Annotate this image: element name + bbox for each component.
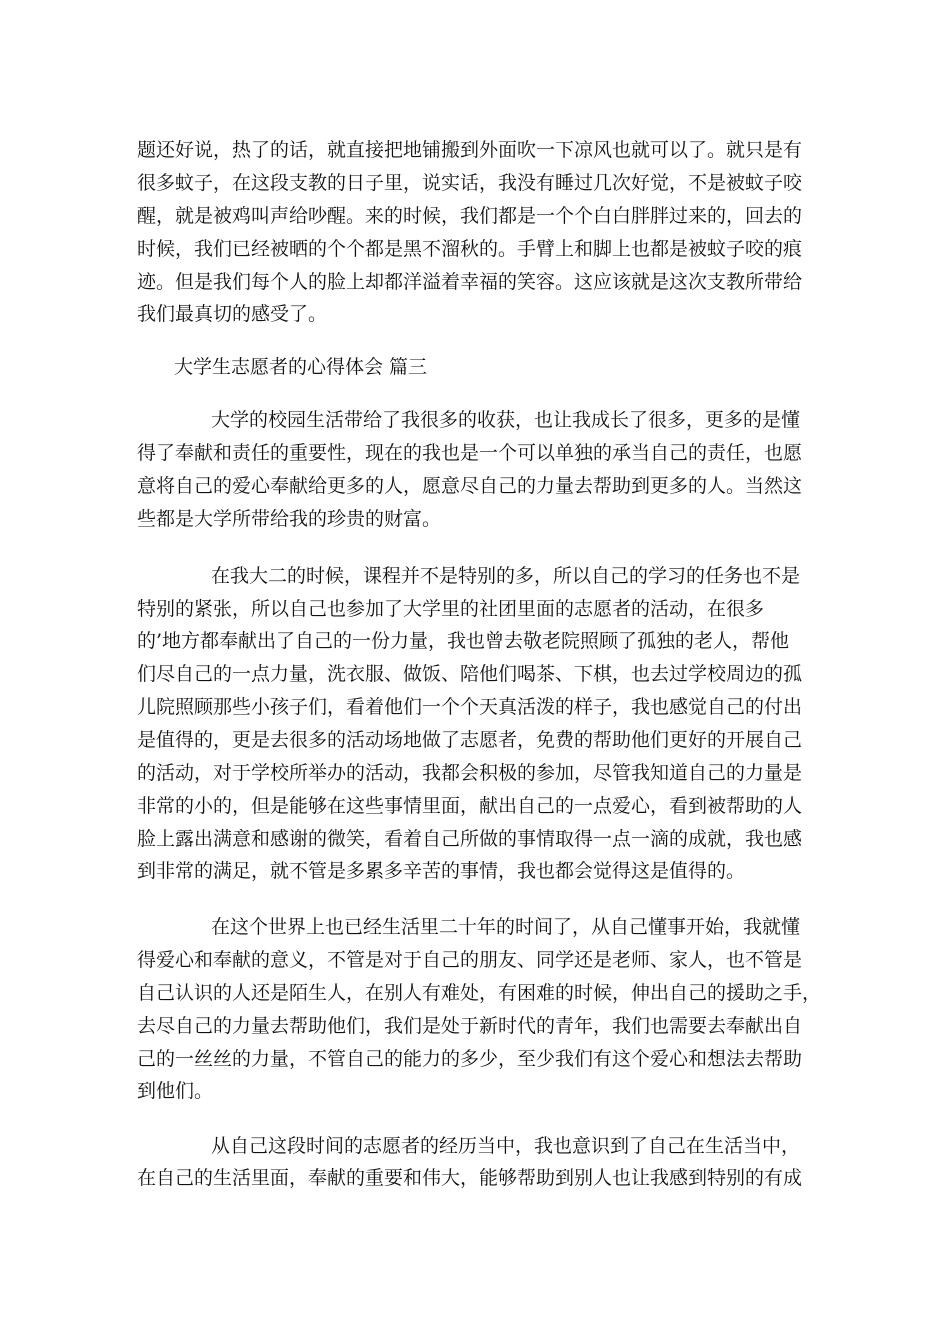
text-line: 是值得的，更是去很多的活动场地做了志愿者，免费的帮助他们更好的开展自己 (137, 729, 803, 751)
text-line: 到他们。 (137, 1080, 214, 1102)
text-line: 脸上露出满意和感谢的微笑，看着自己所做的事情取得一点一滴的成就，我也感 (137, 828, 803, 850)
text-line: 儿院照顾那些小孩子们，看着他们一个个天真活泼的样子，我也感觉自己的付出 (137, 696, 803, 718)
text-line: 到非常的满足，就不管是多累多辛苦的事情，我也都会觉得这是值得的。 (137, 860, 746, 882)
text-line: 些都是大学所带给我的珍贵的财富。 (137, 508, 442, 530)
text-line: 意将自己的爱心奉献给更多的人，愿意尽自己的力量去帮助到更多的人。当然这 (137, 475, 803, 497)
text-line: 在自己的生活里面，奉献的重要和伟大，能够帮助到别人也让我感到特别的有成 (137, 1167, 803, 1189)
section-heading: 大学生志愿者的心得体会 篇三 (174, 356, 428, 378)
text-line: 们尽自己的一点力量，洗衣服、做饭、陪他们喝茶、下棋，也去过学校周边的孤 (137, 663, 803, 685)
text-line: 的活动，对于学校所举办的活动，我都会积极的参加，尽管我知道自己的力量是 (137, 762, 803, 784)
text-line: 特别的紧张，所以自己也参加了大学里的社团里面的志愿者的活动，在很多 (137, 598, 765, 620)
text-line: 非常的小的，但是能够在这些事情里面，献出自己的一点爱心，看到被帮助的人 (137, 795, 803, 817)
text-line: 得爱心和奉献的意义，不管是对于自己的朋友、同学还是老师、家人，也不管是 (137, 949, 803, 971)
text-line: 在我大二的时候，课程并不是特别的多，所以自己的学习的任务也不是 (211, 565, 801, 587)
text-line: 得了奉献和责任的重要性，现在的我也是一个可以单独的承当自己的责任，也愿 (137, 442, 803, 464)
text-line: 我们最真切的感受了。 (137, 303, 328, 325)
text-line: 题还好说，热了的话，就直接把地铺搬到外面吹一下凉风也就可以了。就只是有 (137, 139, 803, 161)
text-line: 己的一丝丝的力量，不管自己的能力的多少，至少我们有这个爱心和想法去帮助 (137, 1048, 803, 1070)
text-line: 去尽自己的力量去帮助他们，我们是处于新时代的青年，我们也需要去奉献出自 (137, 1015, 803, 1037)
text-line: 在这个世界上也已经生活里二十年的时间了，从自己懂事开始，我就懂 (211, 916, 801, 938)
text-line: 的’地方都奉献出了自己的一份力量，我也曾去敬老院照顾了孤独的老人，帮他 (137, 630, 790, 652)
text-line: 大学的校园生活带给了我很多的收获，也让我成长了很多，更多的是懂 (211, 409, 801, 431)
text-line: 自己认识的人还是陌生人，在别人有难处，有困难的时候，伸出自己的援助之手， (137, 982, 822, 1004)
text-line: 醒，就是被鸡叫声给吵醒。来的时候，我们都是一个个白白胖胖过来的，回去的 (137, 205, 803, 227)
text-line: 时候，我们已经被晒的个个都是黑不溜秋的。手臂上和脚上也都是被蚊子咬的痕 (137, 238, 803, 260)
text-line: 很多蚊子，在这段支教的日子里，说实话，我没有睡过几次好觉，不是被蚊子咬 (137, 172, 803, 194)
text-line: 从自己这段时间的志愿者的经历当中，我也意识到了自己在生活当中， (211, 1135, 801, 1157)
text-line: 迹。但是我们每个人的脸上却都洋溢着幸福的笑容。这应该就是这次支教所带给 (137, 271, 803, 293)
